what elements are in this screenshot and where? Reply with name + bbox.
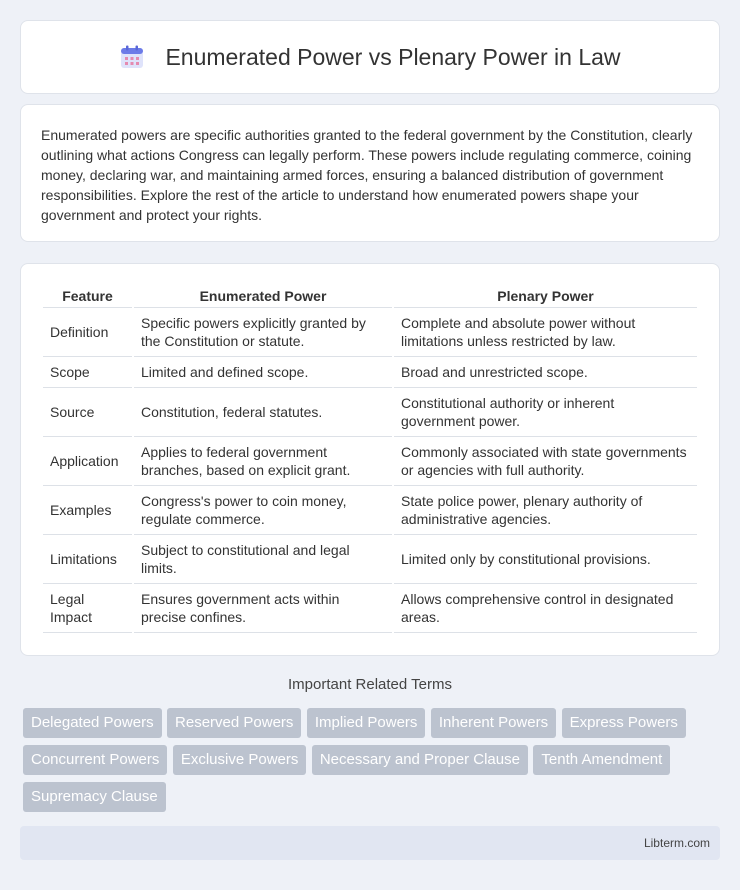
feature-cell: Application [43, 437, 132, 486]
related-term-tag[interactable]: Exclusive Powers [173, 745, 307, 775]
plenary-cell: Broad and unrestricted scope. [394, 357, 697, 388]
table-row [43, 437, 697, 486]
footer-site-link[interactable]: Libterm.com [643, 836, 710, 850]
page-title: Enumerated Power vs Plenary Power in Law [165, 43, 621, 70]
related-term-tag[interactable]: Inherent Powers [431, 708, 556, 738]
column-header-feature: Feature [43, 284, 132, 308]
plenary-cell: Commonly associated with state governments or agencies with full authority. [394, 437, 697, 486]
intro-card [20, 104, 720, 242]
feature-cell: Limitations [43, 535, 132, 584]
related-terms-list [23, 708, 713, 819]
feature-cell: Legal Impact [43, 584, 132, 633]
footer [20, 826, 720, 860]
plenary-cell: Limited only by constitutional provisions. [394, 535, 697, 584]
enumerated-cell: Subject to constitutional and legal limits. [134, 535, 392, 584]
table-row [43, 535, 697, 584]
feature-cell: Scope [43, 357, 132, 388]
intro-paragraph: Enumerated powers are specific authorities granted to the federal government by the Constitution, clearly outlining what actions Congress can legally perform. These powers include regulating commerce, coining money, declaring war, and maintaining armed forces, ensuring a balanced distribution of government responsibilities. Explore the rest of the article to understand how enumerated powers shape your government and protect your rights. [41, 127, 693, 223]
related-terms-title: Important Related Terms [288, 676, 452, 693]
feature-cell: Source [43, 388, 132, 437]
feature-cell: Definition [43, 308, 132, 357]
plenary-cell: State police power, plenary authority of administrative agencies. [394, 486, 697, 535]
related-term-tag[interactable]: Tenth Amendment [533, 745, 670, 775]
comparison-table [41, 284, 699, 633]
enumerated-cell: Constitution, federal statutes. [134, 388, 392, 437]
related-term-tag[interactable]: Concurrent Powers [23, 745, 167, 775]
table-row [43, 308, 697, 357]
header-card [20, 20, 720, 94]
enumerated-cell: Specific powers explicitly granted by the Constitution or statute. [134, 308, 392, 357]
table-row [43, 584, 697, 633]
column-header-enumerated: Enumerated Power [134, 284, 392, 308]
calendar-icon [119, 44, 145, 70]
enumerated-cell: Limited and defined scope. [134, 357, 392, 388]
feature-cell: Examples [43, 486, 132, 535]
plenary-cell: Complete and absolute power without limitations unless restricted by law. [394, 308, 697, 357]
table-row [43, 357, 697, 388]
enumerated-cell: Applies to federal government branches, based on explicit grant. [134, 437, 392, 486]
related-term-tag[interactable]: Implied Powers [307, 708, 426, 738]
related-term-tag[interactable]: Supremacy Clause [23, 782, 166, 812]
table-row [43, 388, 697, 437]
related-term-tag[interactable]: Necessary and Proper Clause [312, 745, 528, 775]
column-header-plenary: Plenary Power [394, 284, 697, 308]
related-term-tag[interactable]: Reserved Powers [167, 708, 301, 738]
comparison-table-card [20, 263, 720, 656]
table-row [43, 486, 697, 535]
enumerated-cell: Congress's power to coin money, regulate commerce. [134, 486, 392, 535]
related-term-tag[interactable]: Express Powers [562, 708, 686, 738]
enumerated-cell: Ensures government acts within precise confines. [134, 584, 392, 633]
plenary-cell: Allows comprehensive control in designated areas. [394, 584, 697, 633]
related-term-tag[interactable]: Delegated Powers [23, 708, 162, 738]
plenary-cell: Constitutional authority or inherent government power. [394, 388, 697, 437]
